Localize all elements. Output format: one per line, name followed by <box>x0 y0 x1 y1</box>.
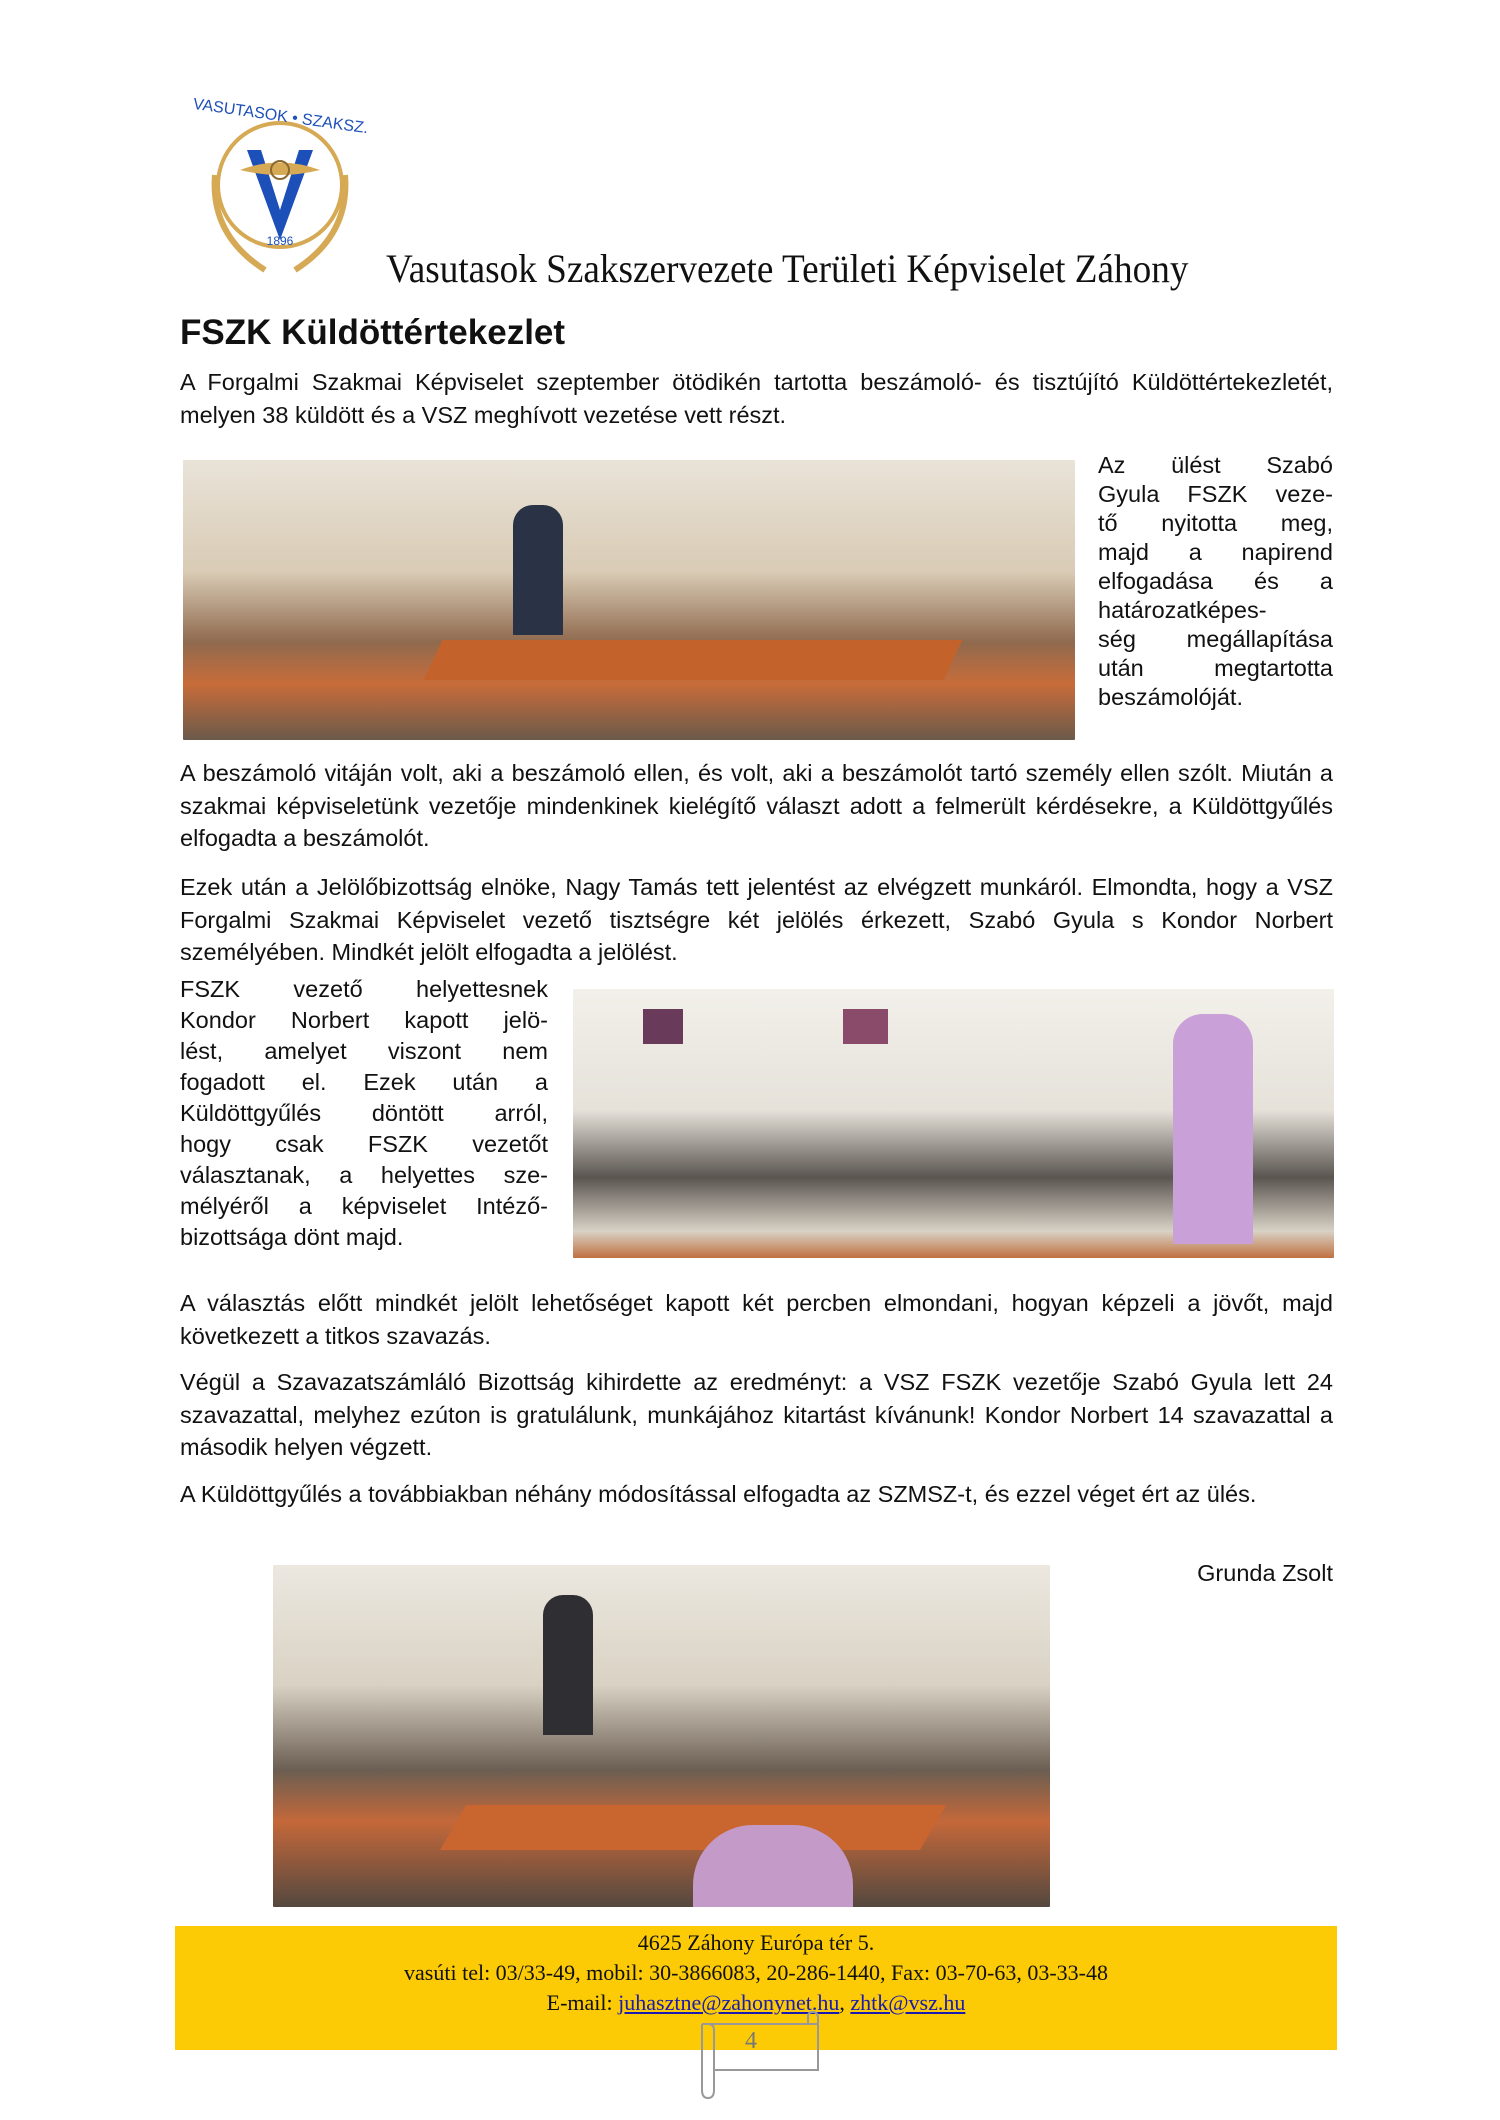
text-line: FSZK vezető helyettesnek <box>180 976 548 1002</box>
organization-name: Vasutasok Szakszervezete Területi Képviselet Záhony <box>386 246 1189 291</box>
text-line: mélyéről a képviselet Intéző- <box>180 1193 548 1219</box>
page-number: 4 <box>745 2028 757 2054</box>
text-line: választanak, a helyettes sze- <box>180 1162 548 1188</box>
text-line: után megtartotta <box>1098 655 1333 681</box>
union-logo <box>185 95 375 280</box>
meeting-photo-1 <box>183 460 1075 740</box>
meeting-photo-2 <box>573 989 1334 1258</box>
text-line: határozatképes- <box>1098 597 1267 623</box>
email-link-2[interactable]: zhtk@vsz.hu <box>850 1990 966 2015</box>
text-line: Küldöttgyűlés döntött arról, <box>180 1100 548 1126</box>
text-line: tő nyitotta meg, <box>1098 510 1333 536</box>
text-line: lést, amelyet viszont nem <box>180 1038 548 1064</box>
left-column-text <box>180 974 548 1253</box>
email-link-1[interactable]: juhasztne@zahonynet.hu <box>618 1990 840 2015</box>
page-number-scroll <box>690 2010 830 2100</box>
paragraph-debate: A beszámoló vitáján volt, aki a beszámoló ellen, és volt, aki a beszámolót tartó személy ellen szólt. Miután a szakmai képviseletünk vezetője mindenkinek kielégítő választ adott a felmerült kérdésekre, a Küldöttgyűlés elfogadta a beszámolót. <box>180 760 1333 851</box>
text-line: elfogadása és a <box>1098 568 1333 594</box>
text-line: majd a napirend <box>1098 539 1333 565</box>
email-label: E-mail: <box>546 1990 613 2015</box>
svg-text:VASUTASOK • SZAKSZ.: VASUTASOK • SZAKSZ. <box>191 95 370 138</box>
footer-address: 4625 Záhony Európa tér 5. <box>637 1930 875 1955</box>
svg-text:1896: 1896 <box>266 234 294 248</box>
meeting-photo-3 <box>273 1565 1050 1907</box>
text-line: Az ülést Szabó <box>1098 452 1333 478</box>
footer-phones: vasúti tel: 03/33-49, mobil: 30-3866083, 20-286-1440, Fax: 03-70-63, 03-33-48 <box>404 1960 1108 1985</box>
paragraph-closing: A Küldöttgyűlés a továbbiakban néhány módosítással elfogadta az SZMSZ-t, és ezzel véget ért az ülés. <box>180 1481 1257 1507</box>
text-line: fogadott el. Ezek után a <box>180 1069 548 1095</box>
article-title: FSZK Küldöttértekezlet <box>180 313 566 352</box>
text-line: hogy csak FSZK vezetőt <box>180 1131 548 1157</box>
text-line: beszámolóját. <box>1098 684 1243 710</box>
text-line: ség megállapítása <box>1098 626 1333 652</box>
text-line: Kondor Norbert kapott jelö- <box>180 1007 548 1033</box>
text-line: Gyula FSZK veze- <box>1098 481 1333 507</box>
scroll-icon <box>690 2010 830 2100</box>
side-text <box>1098 451 1333 712</box>
paragraph-results: Végül a Szavazatszámláló Bizottság kihirdette az eredményt: a VSZ FSZK vezetője Szabó Gyula lett 24 szavazattal, melyhez ezúton is gratulálunk, munkájához kitartást kívánunk! Kondor Norbert 14 szavazattal a második helyen végzett. <box>180 1369 1333 1460</box>
author-name: Grunda Zsolt <box>1197 1560 1333 1586</box>
email-separator: , <box>839 1990 845 2015</box>
paragraph-nomination: Ezek után a Jelölőbizottság elnöke, Nagy Tamás tett jelentést az elvégzett munkáról. Elmondta, hogy a VSZ Forgalmi Szakmai Képviselet vezető tisztségre két jelölés érkezett, Szabó Gyula s Kondor Norbert személyében. Mindkét jelölt elfogadta a jelölést. <box>180 874 1333 965</box>
text-line: bizottsága dönt majd. <box>180 1224 404 1250</box>
paragraph-election: A választás előtt mindkét jelölt lehetőséget kapott két percben elmondani, hogyan képzeli a jövőt, majd következett a titkos szavazás. <box>180 1290 1333 1349</box>
intro-paragraph: A Forgalmi Szakmai Képviselet szeptember ötödikén tartotta beszámoló- és tisztújító Küldöttértekezletét, melyen 38 küldött és a VSZ meghívott vezetése vett részt. <box>180 369 1333 428</box>
